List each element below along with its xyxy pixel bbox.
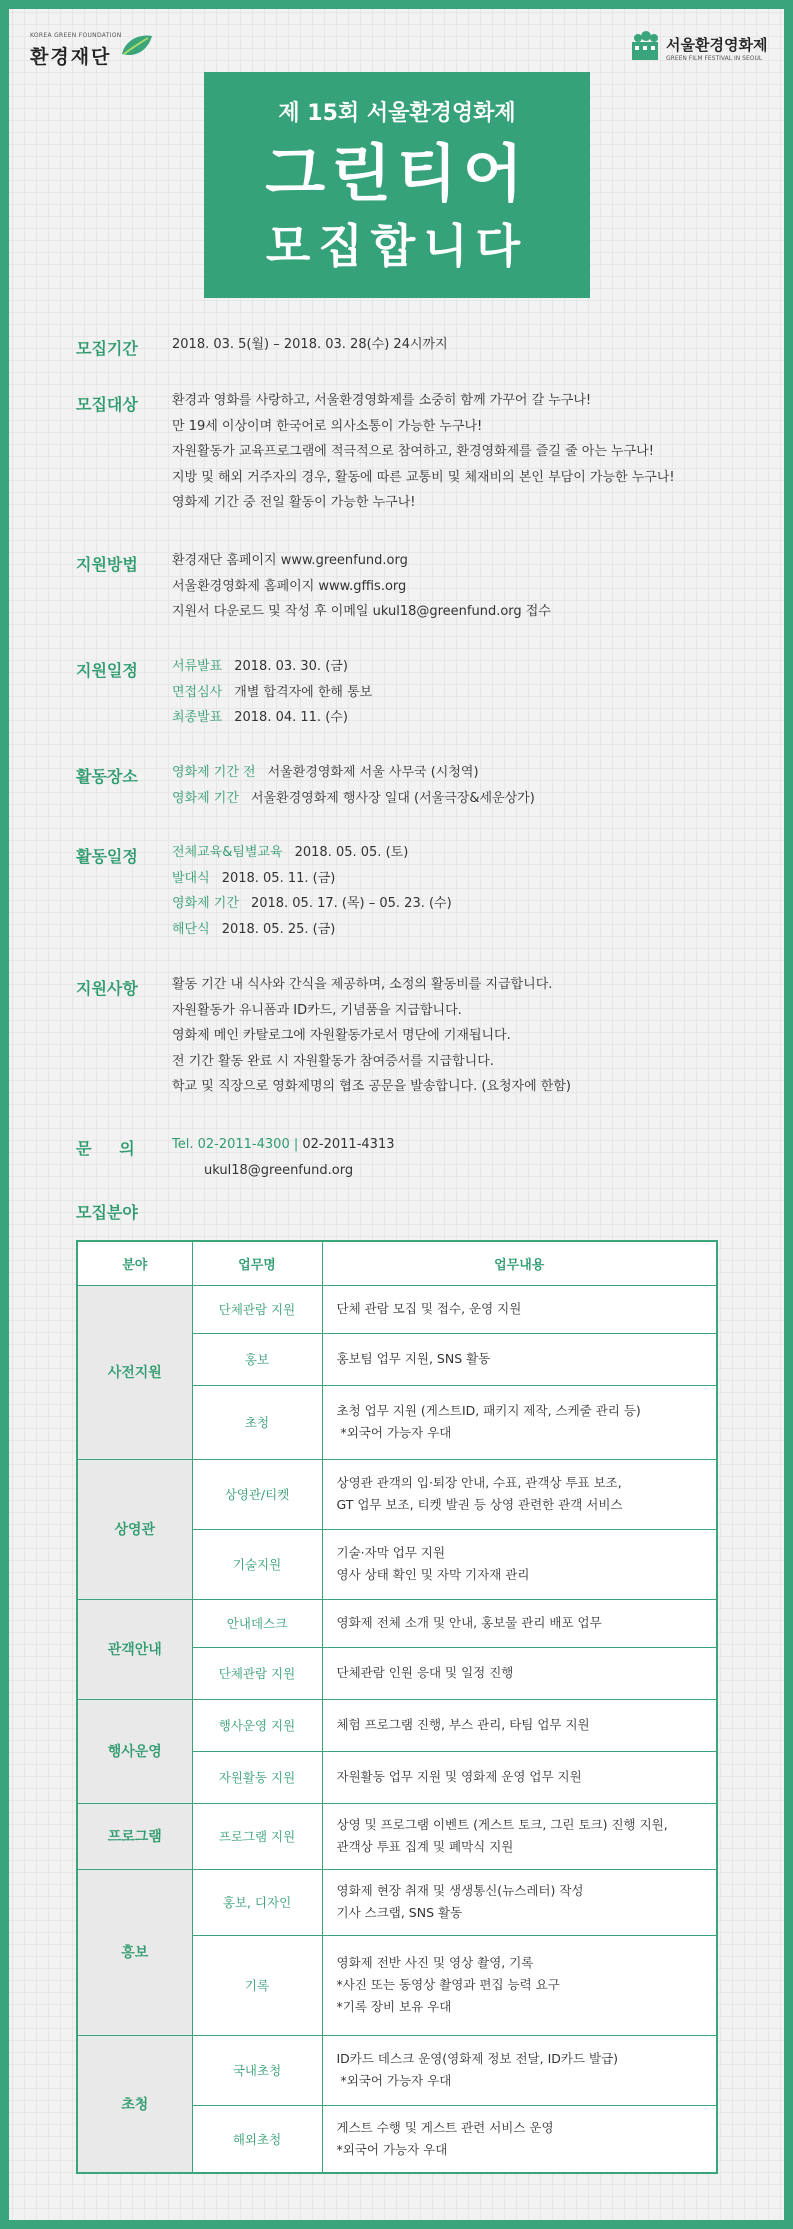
category-cell: 프로그램	[77, 1803, 192, 1869]
schedule-row: 면접심사 개별 합격자에 한해 통보	[172, 684, 373, 700]
activity-row: 발대식 2018. 05. 11. (금)	[172, 870, 336, 886]
task-name: 안내데스크	[192, 1599, 322, 1647]
section-label: 지원일정	[76, 661, 138, 680]
period-line: 2018. 03. 5(월) – 2018. 03. 28(수) 24시까지	[172, 337, 448, 352]
leaf-icon	[120, 32, 154, 62]
contact-phone: Tel. 02-2011-4300 | 02-2011-4313	[172, 1137, 395, 1152]
table-row	[77, 1459, 717, 1529]
task-name: 상영관/티켓	[192, 1459, 322, 1529]
support-line: 활동 기간 내 식사와 간식을 제공하며, 소정의 활동비를 지급합니다.	[172, 977, 553, 992]
task-name: 단체관람 지원	[192, 1285, 322, 1333]
table-row	[77, 2035, 717, 2105]
category-cell: 상영관	[77, 1459, 192, 1599]
task-name: 국내초청	[192, 2035, 322, 2105]
support-line: 전 기간 활동 완료 시 자원활동가 참여증서를 지급합니다.	[172, 1053, 494, 1069]
task-name: 홍보, 디자인	[192, 1869, 322, 1935]
table-row	[77, 1285, 717, 1333]
task-desc: 영화제 현장 취재 및 생생통신(뉴스레터) 작성 기사 스크랩, SNS 활동	[322, 1869, 717, 1935]
task-desc: 영화제 전반 사진 및 영상 촬영, 기록 *사진 또는 동영상 촬영과 편집 능력 요구 *기록 장비 보유 우대	[322, 1935, 717, 2035]
section-label: 문 의	[76, 1139, 135, 1158]
table-row	[77, 1803, 717, 1869]
title-main: 그린티어	[265, 137, 529, 210]
schedule-row: 최종발표 2018. 04. 11. (수)	[172, 710, 348, 725]
film-tree-icon	[628, 30, 662, 64]
target-line: 만 19세 이상이며 한국어로 의사소통이 가능한 누구나!	[172, 418, 483, 434]
category-cell: 홍보	[77, 1869, 192, 2035]
task-name: 자원활동 지원	[192, 1751, 322, 1803]
target-line: 자원활동가 교육프로그램에 적극적으로 참여하고, 환경영화제를 즐길 줄 아는 누구나!	[172, 444, 654, 459]
table-row	[77, 1599, 717, 1647]
korea-green-foundation-logo: KOREA GREEN FOUNDATION 환경재단	[28, 28, 153, 68]
method-line: 환경재단 홈페이지 www.greenfund.org	[172, 553, 408, 568]
task-desc: 기술·자막 업무 지원 영사 상태 확인 및 자막 기자재 관리	[322, 1529, 717, 1599]
header-desc: 업무내용	[322, 1241, 717, 1285]
task-desc: 단체 관람 모집 및 접수, 운영 지원	[322, 1285, 717, 1333]
task-name: 초청	[192, 1385, 322, 1459]
support-line: 학교 및 직장으로 영화제명의 협조 공문을 발송합니다. (요청자에 한함)	[172, 1079, 571, 1094]
activity-row: 해단식 2018. 05. 25. (금)	[172, 921, 336, 937]
header-task: 업무명	[192, 1241, 322, 1285]
task-desc: 체험 프로그램 진행, 부스 관리, 타팀 업무 지원	[322, 1699, 717, 1751]
section-label: 모집대상	[76, 395, 138, 414]
table-row	[77, 1869, 717, 1935]
task-desc: 게스트 수행 및 게스트 관련 서비스 운영 *외국어 가능자 우대	[322, 2105, 717, 2173]
schedule-row: 서류발표 2018. 03. 30. (금)	[172, 659, 348, 674]
place-row: 영화제 기간 전 서울환경영화제 서울 사무국 (시청역)	[172, 765, 479, 780]
task-desc: 초청 업무 지원 (게스트ID, 패키지 제작, 스케줄 관리 등) *외국어 가능자 우대	[322, 1385, 717, 1459]
section-label: 지원방법	[76, 555, 138, 574]
target-line: 영화제 기간 중 전일 활동이 가능한 누구나!	[172, 495, 416, 510]
task-name: 해외초청	[192, 2105, 322, 2173]
title-sub: 제 15회 서울환경영화제	[278, 101, 516, 126]
title-banner	[204, 72, 590, 298]
table-row	[77, 1699, 717, 1751]
section-label: 모집기간	[76, 339, 138, 358]
title-main2: 모집합니다	[265, 219, 529, 273]
fields-table	[76, 1240, 718, 2174]
task-desc: 상영관 관객의 입·퇴장 안내, 수표, 관객상 투표 보조, GT 업무 보조, 티켓 발권 등 상영 관련한 관객 서비스	[322, 1459, 717, 1529]
task-name: 단체관람 지원	[192, 1647, 322, 1699]
category-cell: 사전지원	[77, 1285, 192, 1459]
category-cell: 행사운영	[77, 1699, 192, 1803]
task-desc: ID카드 데스크 운영(영화제 정보 전달, ID카드 발급) *외국어 가능자 우대	[322, 2035, 717, 2105]
task-name: 기술지원	[192, 1529, 322, 1599]
support-line: 자원활동가 유니폼과 ID카드, 기념품을 지급합니다.	[172, 1002, 462, 1018]
task-name: 홍보	[192, 1333, 322, 1385]
task-desc: 단체관람 인원 응대 및 일정 진행	[322, 1647, 717, 1699]
green-film-festival-logo: 서울환경영화제 GREEN FILM FESTIVAL IN SEOUL	[628, 28, 768, 68]
task-name: 행사운영 지원	[192, 1699, 322, 1751]
support-line: 영화제 메인 카탈로그에 자원활동가로서 명단에 기재됩니다.	[172, 1028, 511, 1043]
target-line: 환경과 영화를 사랑하고, 서울환경영화제를 소중히 함께 가꾸어 갈 누구나!	[172, 393, 592, 408]
method-line: 서울환경영화제 홈페이지 www.gffis.org	[172, 578, 407, 594]
activity-row: 영화제 기간 2018. 05. 17. (목) – 05. 23. (수)	[172, 896, 452, 911]
task-desc: 영화제 전체 소개 및 안내, 홍보물 관리 배포 업무	[322, 1599, 717, 1647]
section-label: 지원사항	[76, 979, 138, 998]
category-cell: 초청	[77, 2035, 192, 2173]
place-row: 영화제 기간 서울환경영화제 행사장 일대 (서울극장&세운상가)	[172, 790, 535, 806]
table-header-row	[77, 1241, 717, 1285]
section-label: 활동장소	[76, 767, 138, 786]
section-label: 활동일정	[76, 847, 138, 866]
activity-row: 전체교육&팀별교육 2018. 05. 05. (토)	[172, 845, 409, 860]
task-name: 기록	[192, 1935, 322, 2035]
category-cell: 관객안내	[77, 1599, 192, 1699]
fields-title: 모집분야	[76, 1203, 138, 1222]
task-desc: 홍보팀 업무 지원, SNS 활동	[322, 1333, 717, 1385]
target-line: 지방 및 해외 거주자의 경우, 활동에 따른 교통비 및 체재비의 본인 부담이 가능한 누구나!	[172, 469, 675, 485]
task-desc: 자원활동 업무 지원 및 영화제 운영 업무 지원	[322, 1751, 717, 1803]
method-line: 지원서 다운로드 및 작성 후 이메일 ukul18@greenfund.org 접수	[172, 604, 551, 619]
task-name: 프로그램 지원	[192, 1803, 322, 1869]
task-desc: 상영 및 프로그램 이벤트 (게스트 토크, 그린 토크) 진행 지원, 관객상 투표 집계 및 폐막식 지원	[322, 1803, 717, 1869]
contact-email: ukul18@greenfund.org	[204, 1162, 354, 1178]
header-field: 분야	[77, 1241, 192, 1285]
